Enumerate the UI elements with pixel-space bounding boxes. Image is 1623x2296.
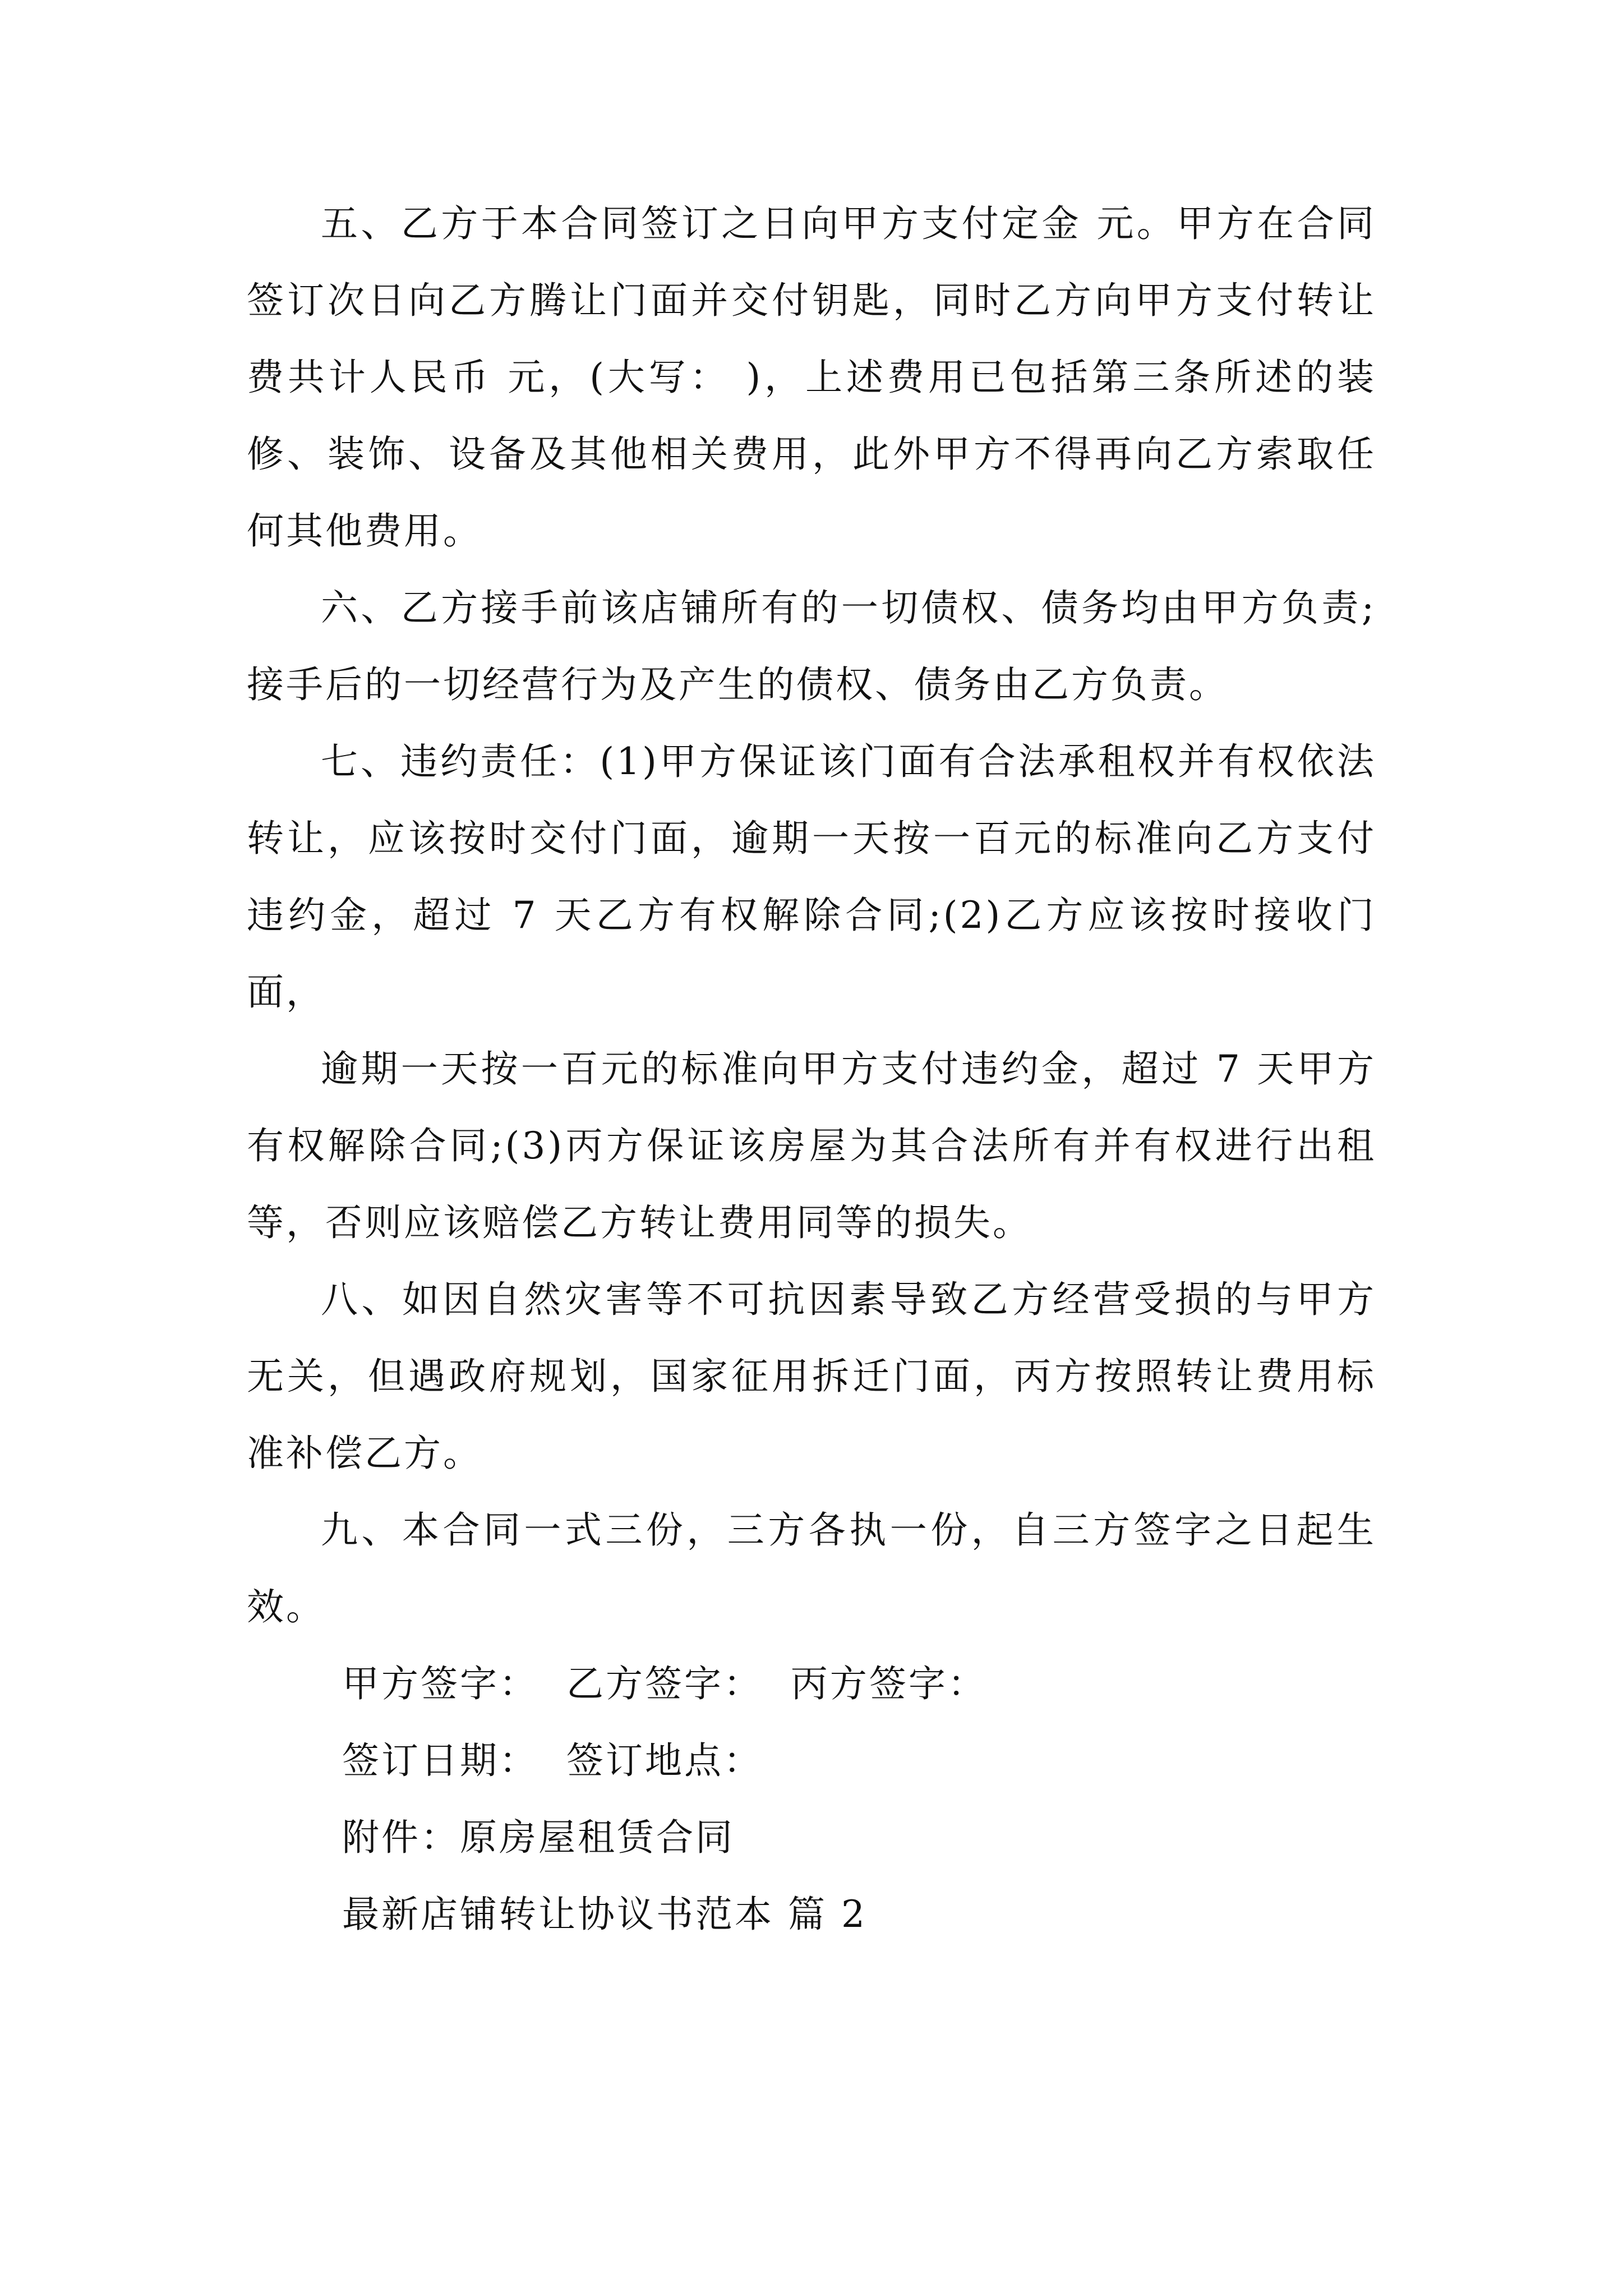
signature-line: 甲方签字： 乙方签字： 丙方签字： bbox=[342, 1662, 987, 1705]
next-section-title: 最新店铺转让协议书范本 篇 2 bbox=[342, 1893, 867, 1936]
attachment-line: 附件：原房屋租赁合同 bbox=[342, 1816, 735, 1859]
clause-7: 七、违约责任：(1)甲方保证该门面有合法承租权并有权依法转让，应该按时交付门面，逾期一天按一百元的标准向乙方支付违约金，超过 7 天乙方有权解除合同;(2)乙方应该按时接收门面， bbox=[247, 740, 1376, 1014]
date-location-line: 签订日期： 签订地点： bbox=[342, 1739, 763, 1782]
clause-5: 五、乙方于本合同签订之日向甲方支付定金 元。甲方在合同签订次日向乙方腾让门面并交付钥匙，同时乙方向甲方支付转让费共计人民币 元，(大写： )，上述费用已包括第三条所述的装修、装饰、设备及其他相关费用，此外甲方不得再向乙方索取任何其他费用。 bbox=[247, 202, 1376, 553]
document-body bbox=[247, 185, 1376, 1953]
clause-9: 九、本合同一式三份，三方各执一份，自三方签字之日起生效。 bbox=[247, 1508, 1376, 1628]
clause-8: 八、如因自然灾害等不可抗因素导致乙方经营受损的与甲方无关，但遇政府规划，国家征用拆迁门面，丙方按照转让费用标准补偿乙方。 bbox=[247, 1278, 1376, 1475]
clause-6: 六、乙方接手前该店铺所有的一切债权、债务均由甲方负责;接手后的一切经营行为及产生的债权、债务由乙方负责。 bbox=[247, 586, 1376, 706]
clause-7-continued: 逾期一天按一百元的标准向甲方支付违约金，超过 7 天甲方有权解除合同;(3)丙方保证该房屋为其合法所有并有权进行出租等，否则应该赔偿乙方转让费用同等的损失。 bbox=[247, 1047, 1376, 1244]
